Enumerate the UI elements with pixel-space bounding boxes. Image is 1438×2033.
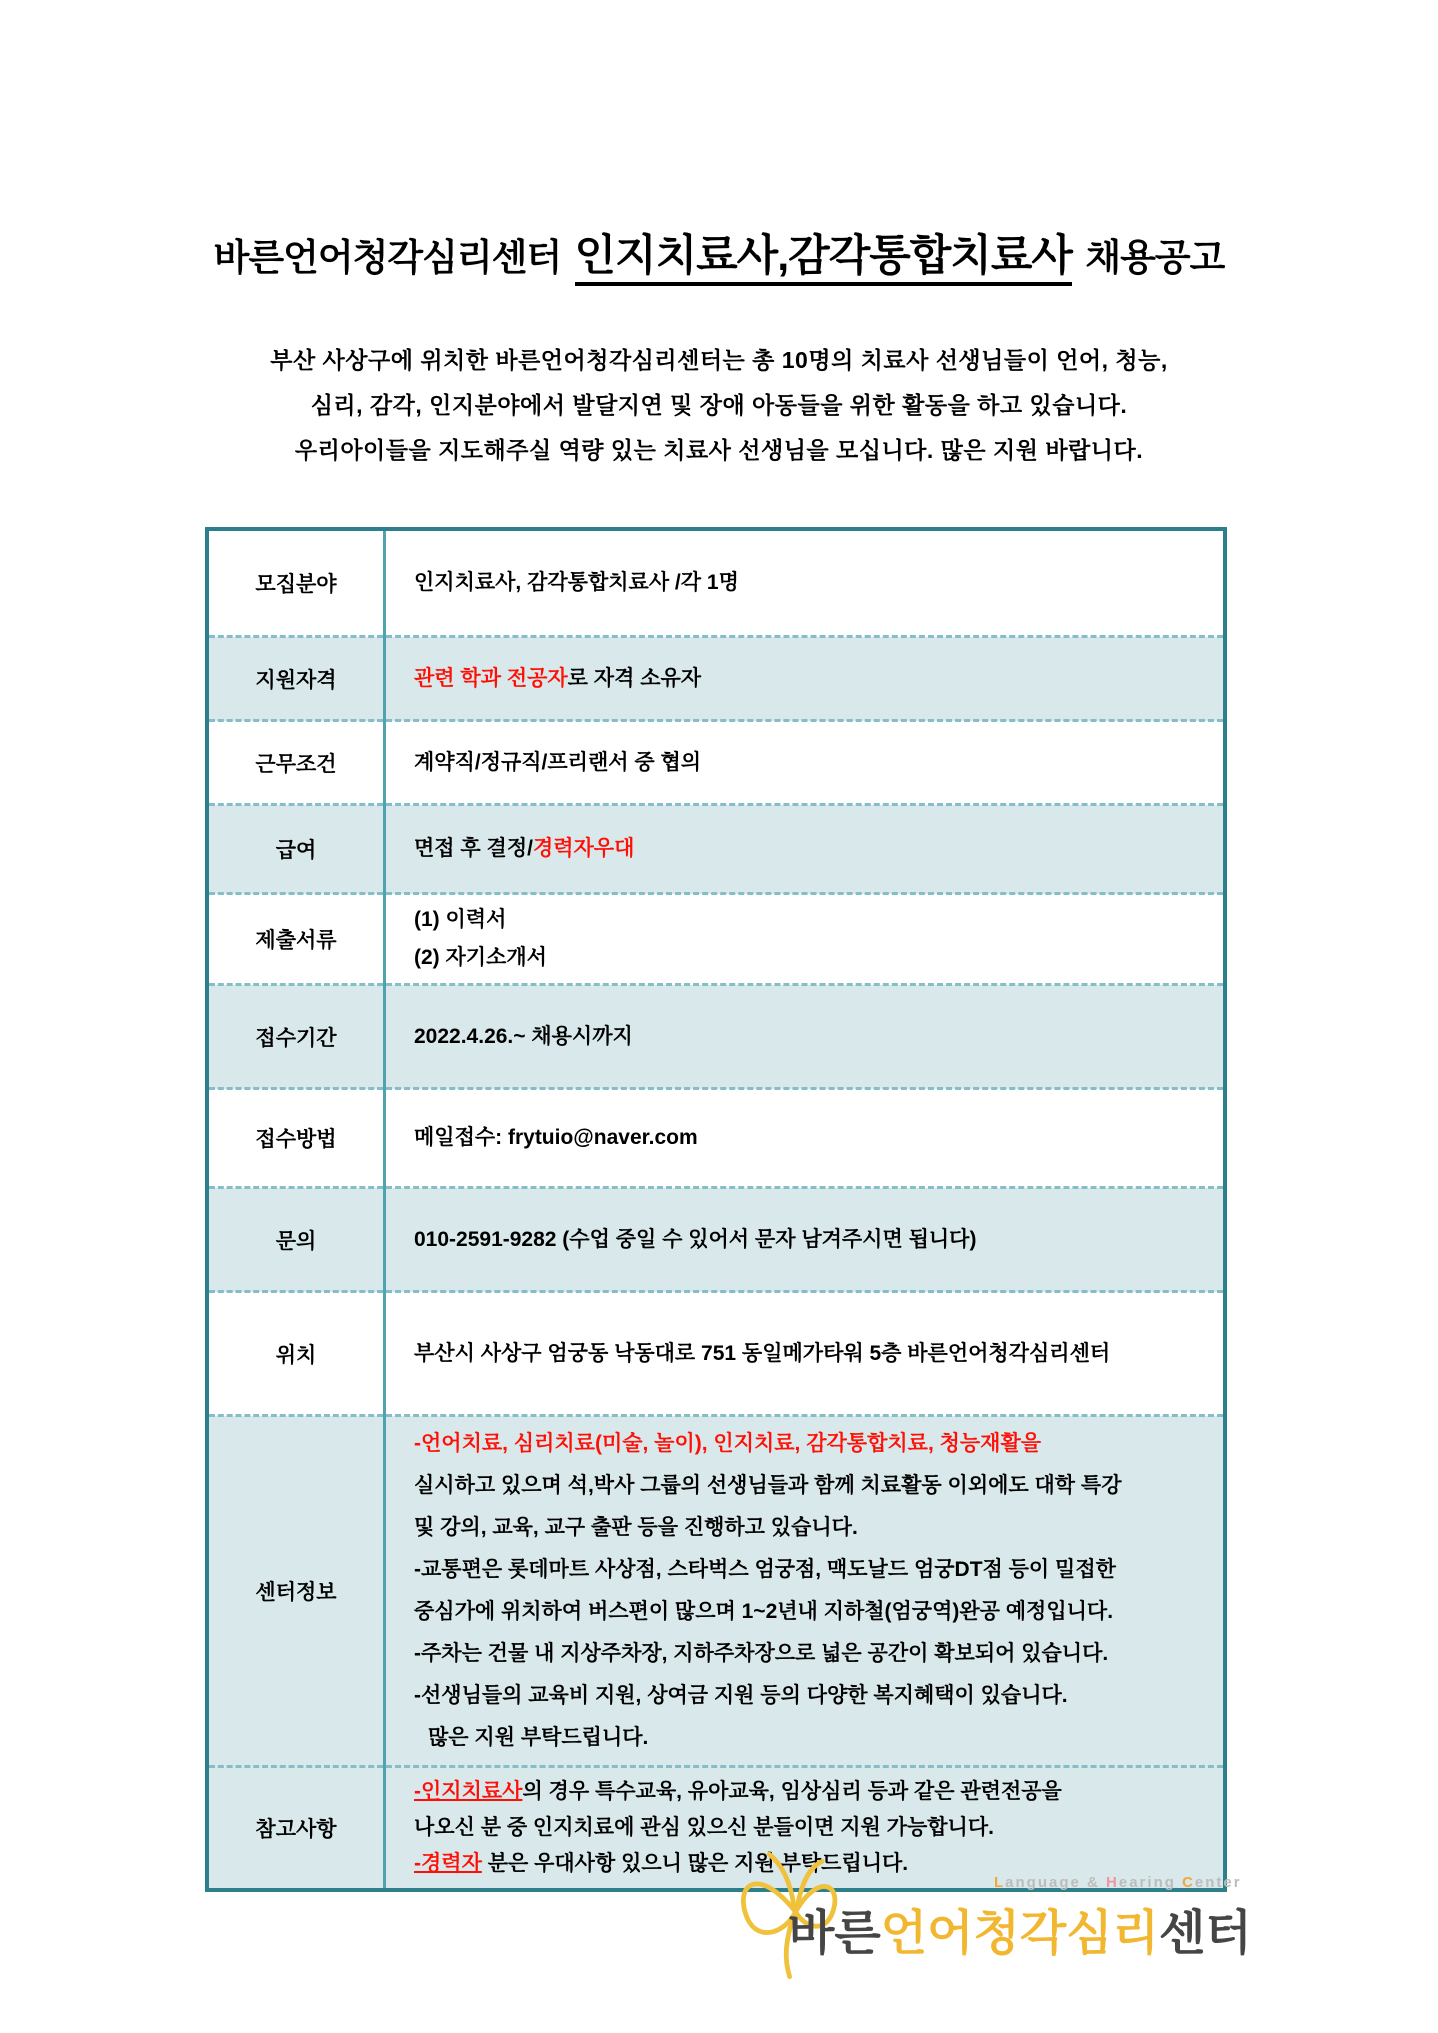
row-label: 모집분야: [207, 529, 385, 637]
text-segment: 많은 지원 부탁드립니다.: [428, 1726, 649, 1749]
table-row: [207, 894, 1225, 985]
row-label: 접수기간: [207, 985, 385, 1089]
caption-segment: anguage &: [1005, 1874, 1107, 1891]
caption-segment: L: [994, 1874, 1006, 1891]
row-label: 제출서류: [207, 894, 385, 985]
center-logo: [726, 1822, 1252, 2012]
logo-korean-name: [788, 1894, 1252, 1963]
row-content: [385, 637, 1226, 721]
content-line: [414, 1774, 1203, 1810]
logo-name-segment: 바른: [788, 1907, 881, 1960]
table-row: [207, 721, 1225, 805]
text-segment: 010-2591-9282 (수업 중일 수 있어서 문자 남겨주시면 됩니다): [414, 1227, 977, 1251]
title-position-underlined: 인지치료사,감각통합치료사: [575, 232, 1072, 286]
logo-english-caption: [994, 1874, 1242, 1891]
text-segment: -언어치료, 심리치료(미술, 놀이), 인지치료, 감각통합치료, 청능재활을: [414, 1432, 1042, 1455]
text-segment: -인지치료사: [414, 1780, 523, 1803]
text-segment: (2) 자기소개서: [414, 946, 547, 969]
row-label: 위치: [207, 1292, 385, 1416]
table-row: [207, 805, 1225, 894]
text-segment: 및 강의, 교육, 교구 출판 등을 진행하고 있습니다.: [414, 1516, 858, 1539]
content-line: [414, 1219, 1203, 1261]
table-row: [207, 1089, 1225, 1188]
content-line: [414, 1016, 1203, 1058]
content-line: [414, 1591, 1203, 1633]
row-label: 지원자격: [207, 637, 385, 721]
row-label: 급여: [207, 805, 385, 894]
content-line: [414, 1507, 1203, 1549]
text-segment: 계약직/정규직/프리랜서 중 협의: [414, 750, 702, 774]
caption-segment: earing: [1118, 1874, 1183, 1891]
text-segment: 중심가에 위치하여 버스편이 많으며 1~2년내 지하철(엄궁역)완공 예정입니다.: [414, 1600, 1114, 1623]
intro-line: 우리아이들을 지도해주실 역량 있는 치료사 선생님을 모십니다. 많은 지원 바랍니다.: [294, 437, 1144, 463]
row-label: 접수방법: [207, 1089, 385, 1188]
content-line: [414, 1333, 1203, 1375]
content-line: [414, 1717, 1203, 1759]
row-content: [385, 1188, 1226, 1292]
table-row: [207, 985, 1225, 1089]
text-segment: -경력자: [414, 1852, 482, 1875]
logo-name-segment: 언어청각심리: [880, 1907, 1159, 1960]
caption-segment: H: [1106, 1874, 1119, 1891]
content-line: [414, 742, 1203, 784]
text-segment: 로 자격 소유자: [567, 666, 702, 690]
content-line: [414, 1117, 1203, 1159]
row-content: [385, 985, 1226, 1089]
caption-segment: enter: [1194, 1874, 1242, 1891]
job-info-table: [205, 527, 1227, 1892]
text-segment: 의 경우 특수교육, 유아교육, 임상심리 등과 같은 관련전공을: [522, 1780, 1062, 1803]
content-line: [414, 658, 1203, 700]
row-content: [385, 1292, 1226, 1416]
content-line: [414, 828, 1203, 870]
row-content: [385, 1089, 1226, 1188]
table-row: [207, 637, 1225, 721]
caption-segment: C: [1182, 1874, 1195, 1891]
text-segment: 분은 우대사항 있으니 많은 지원 부탁드립니다.: [481, 1852, 909, 1875]
content-line: [414, 1423, 1203, 1465]
content-line: [414, 901, 1203, 939]
table-row: [207, 529, 1225, 637]
row-content: [385, 529, 1226, 637]
row-label: 센터정보: [207, 1416, 385, 1767]
row-content: [385, 894, 1226, 985]
text-segment: 인지치료사, 감각통합치료사 /각 1명: [414, 571, 739, 594]
text-segment: -교통편은 롯데마트 사상점, 스타벅스 엄궁점, 맥도날드 엄궁DT점 등이 밀접한: [414, 1558, 1116, 1581]
row-label: 참고사항: [207, 1767, 385, 1891]
text-segment: 부산시 사상구 엄궁동 낙동대로 751 동일메가타워 5층 바른언어청각심리센터: [414, 1341, 1111, 1365]
text-segment: 관련 학과 전공자: [414, 666, 568, 690]
intro-paragraph: [0, 338, 1438, 473]
text-segment: 메일접수: frytuio@naver.com: [414, 1126, 698, 1149]
row-content: [385, 805, 1226, 894]
text-segment: 2022.4.26.~ 채용시까지: [414, 1024, 633, 1048]
intro-line: 부산 사상구에 위치한 바른언어청각심리센터는 총 10명의 치료사 선생님들이 언어, 청능,: [270, 347, 1168, 373]
content-line: [414, 562, 1203, 604]
text-segment: 나오신 분 중 인지치료에 관심 있으신 분들이면 지원 가능합니다.: [414, 1816, 994, 1839]
row-label: 문의: [207, 1188, 385, 1292]
table-row: [207, 1188, 1225, 1292]
content-line: [414, 939, 1203, 977]
intro-line: 심리, 감각, 인지분야에서 발달지연 및 장애 아동들을 위한 활동을 하고 있습니다.: [310, 392, 1128, 418]
content-line: [414, 1675, 1203, 1717]
table-row: [207, 1292, 1225, 1416]
row-content: [385, 721, 1226, 805]
text-segment: (1) 이력서: [414, 908, 507, 931]
text-segment: 경력자우대: [532, 837, 635, 860]
text-segment: 면접 후 결정/: [414, 837, 533, 860]
row-content: [385, 1416, 1226, 1767]
text-segment: -선생님들의 교육비 지원, 상여금 지원 등의 다양한 복지혜택이 있습니다.: [414, 1684, 1068, 1707]
text-segment: 실시하고 있으며 석,박사 그룹의 선생님들과 함께 치료활동 이외에도 대학 특강: [414, 1474, 1122, 1497]
content-line: [414, 1465, 1203, 1507]
logo-name-segment: 센터: [1158, 1907, 1252, 1960]
text-segment: -주차는 건물 내 지상주차장, 지하주차장으로 넓은 공간이 확보되어 있습니다.: [414, 1642, 1109, 1665]
table-row: [207, 1416, 1225, 1767]
title-center-name: 바른언어청각심리센터: [213, 237, 562, 278]
page-title: [0, 222, 1438, 283]
content-line: [414, 1549, 1203, 1591]
row-label: 근무조건: [207, 721, 385, 805]
content-line: [414, 1633, 1203, 1675]
title-notice-type: 채용공고: [1085, 237, 1225, 278]
job-table-body: [207, 529, 1225, 1890]
